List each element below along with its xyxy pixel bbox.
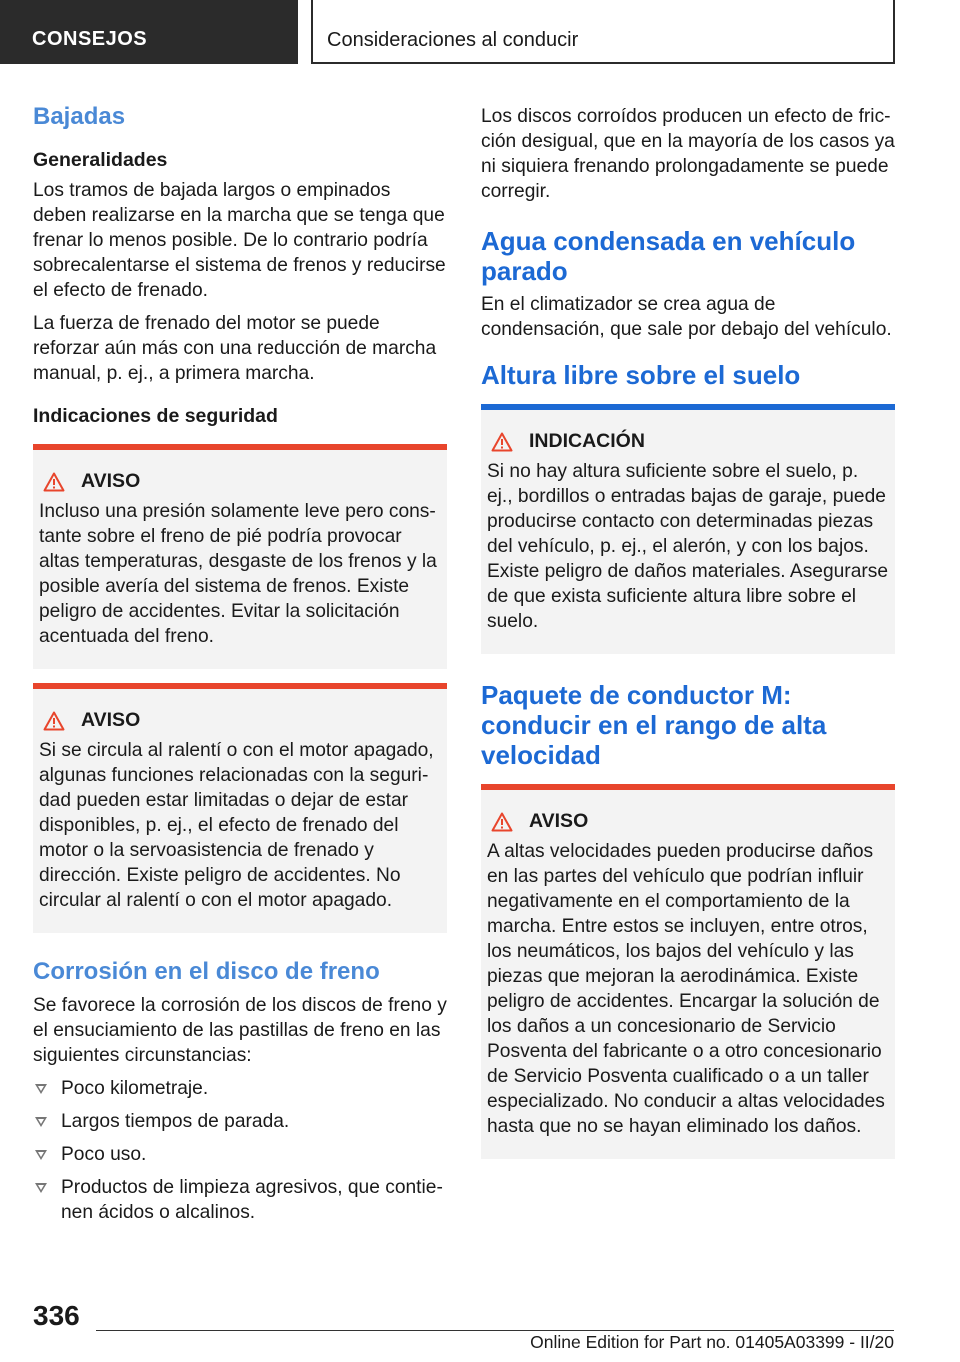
page-number: 336 xyxy=(33,1300,80,1331)
warning-triangle-icon xyxy=(491,432,513,452)
right-column xyxy=(481,100,895,1159)
list-item: Poco uso. xyxy=(33,1142,447,1167)
warning-box-title: AVISO xyxy=(81,709,141,731)
chapter-title: Consideraciones al conducir xyxy=(327,29,579,51)
list-item: Poco kilometraje. xyxy=(33,1076,447,1101)
heading-generalidades: Generalidades xyxy=(33,149,168,171)
warning-triangle-icon xyxy=(43,472,65,492)
bullet-triangle-icon xyxy=(35,1084,47,1094)
warning-box-text: Incluso una presión solamente leve pero constante sobre el freno de pié podría provocar altas temperaturas, desgaste de los frenos y la posible avería del sistema de frenos. Existe peligro de accidentes. Evitar la solicitación acentuada del freno. xyxy=(39,501,437,647)
info-box-header xyxy=(487,430,889,453)
warning-triangle-icon xyxy=(43,711,65,731)
paragraph-generalidades-1: Los tramos de bajada largos o empinados deben realizarse en la marcha que se tenga que frenar lo menos posible. De lo contrario podría sobrecalentarse el sistema de frenos y reducirse el efecto de frenado. xyxy=(33,180,446,301)
paragraph-agua: En el climatizador se crea agua de condensación, que sale por debajo del vehículo. xyxy=(481,294,892,340)
warning-box-text: Si se circula al ralentí o con el motor apagado, algunas funciones relacionadas con la seguridad pueden estar limitadas o dejar de estar disponibles, p. ej., el efecto de frenado del motor o la servoasistencia de frenado y dirección. Existe peligro de accidentes. No circular al ralentí o con el motor apagado. xyxy=(39,740,434,911)
info-box-text: Si no hay altura suficiente sobre el suelo, p. ej., bordillos o entradas bajas de garaje, puede producirse contacto con determinadas piezas del vehículo, p. ej., el alerón, y con los bajos. Existe peligro de daños materiales. Asegurarse de que exista suficiente altura libre sobre el suelo. xyxy=(487,461,889,632)
info-box-title: INDICACIÓN xyxy=(529,430,645,452)
warning-box-2 xyxy=(33,683,447,933)
footer-edition: Online Edition for Part no. 01405A03399 - II/20 xyxy=(530,1332,894,1352)
list-item: Productos de limpieza agresivos, que contienen ácidos o alcalinos. xyxy=(33,1175,447,1225)
info-box xyxy=(481,404,895,654)
left-column xyxy=(33,100,447,1233)
footer-divider xyxy=(96,1330,894,1331)
chapter-tab xyxy=(311,0,895,64)
warning-box-header xyxy=(487,810,889,833)
bullet-triangle-icon xyxy=(35,1183,47,1193)
warning-box-1 xyxy=(33,444,447,669)
section-tab xyxy=(0,0,298,64)
corrosion-list xyxy=(33,1076,447,1225)
warning-box-text: A altas velocidades pueden producirse daños en las partes del vehículo que podrían influir negativamente en el comportamiento de la marcha. Entre estos se incluyen, entre otros, los neumáticos, los bajos del vehículo y las piezas que mejoran la aerodinámica. Existe peligro de accidentes. Encargar la solución de los daños a un concesionario de Servicio Posventa del fabricante o a otro concesionario de Servicio Posventa cualificado o a un taller especializado. No conducir a altas velocidades hasta que no se hayan eliminado los daños. xyxy=(487,841,885,1137)
heading-paquete: Paquete de conductor M: conducir en el rango de alta velocidad xyxy=(481,680,827,770)
warning-box-header xyxy=(39,709,441,732)
paragraph-corrosion-continued: Los discos corroídos producen un efecto de fricción desigual, que en la mayoría de los casos ya ni siquiera frenando prolongadamente se puede corregir. xyxy=(481,106,895,202)
bullet-triangle-icon xyxy=(35,1117,47,1127)
heading-seguridad: Indicaciones de seguridad xyxy=(33,405,278,427)
heading-agua: Agua condensada en vehículo parado xyxy=(481,226,856,286)
section-title: CONSEJOS xyxy=(32,28,148,50)
list-item: Largos tiempos de parada. xyxy=(33,1109,447,1134)
warning-box-3 xyxy=(481,784,895,1159)
paragraph-corrosion: Se favorece la corrosión de los discos de freno y el ensuciamiento de las pastillas de freno en las siguientes circunstancias: xyxy=(33,995,447,1066)
warning-triangle-icon xyxy=(491,812,513,832)
warning-box-header xyxy=(39,470,441,493)
warning-box-title: AVISO xyxy=(529,810,589,832)
paragraph-generalidades-2: La fuerza de frenado del motor se puede reforzar aún más con una reducción de marcha manual, p. ej., a primera marcha. xyxy=(33,313,437,384)
warning-box-title: AVISO xyxy=(81,470,141,492)
bullet-triangle-icon xyxy=(35,1150,47,1160)
heading-bajadas: Bajadas xyxy=(33,103,126,130)
heading-corrosion: Corrosión en el disco de freno xyxy=(33,958,380,985)
heading-altura: Altura libre sobre el suelo xyxy=(481,360,801,390)
